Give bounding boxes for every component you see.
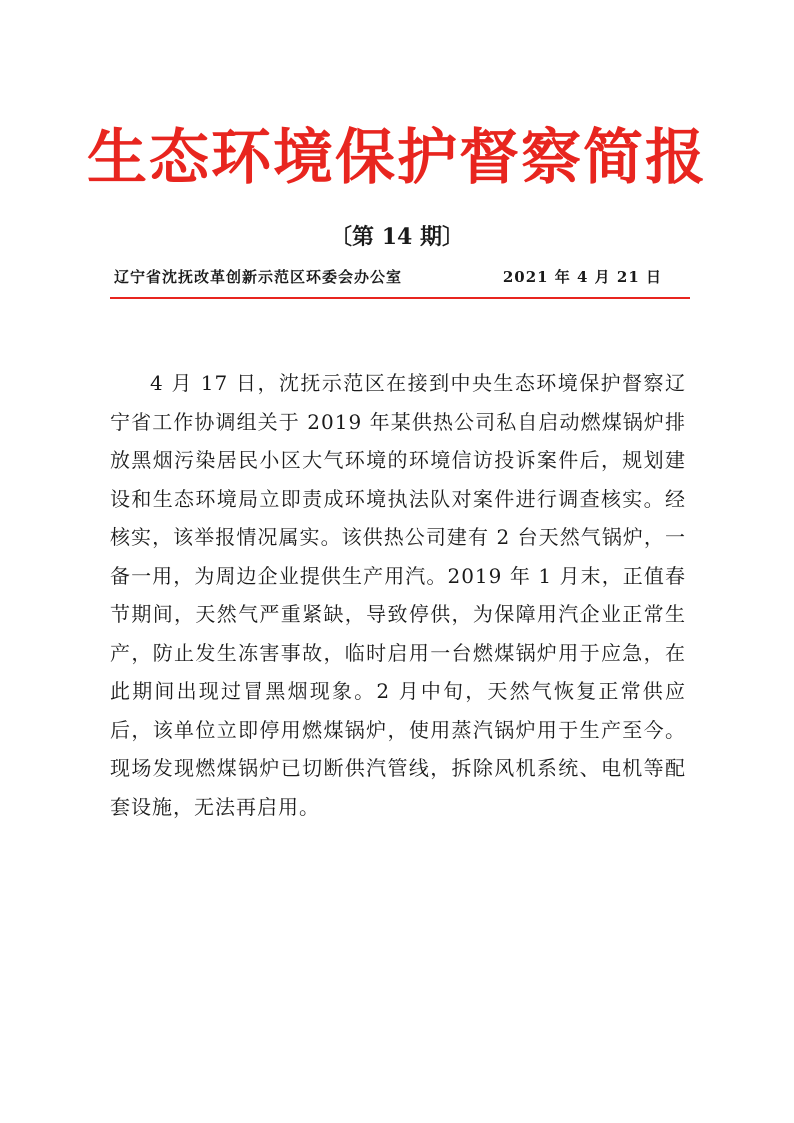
masthead-title: 生态环境保护督察简报 <box>87 123 707 193</box>
issue-number: 〔第 14 期〕 <box>330 224 464 250</box>
issuer-name: 辽宁省沈抚改革创新示范区环委会办公室 <box>114 268 403 286</box>
red-divider <box>110 297 690 299</box>
issuer-line <box>114 264 674 290</box>
issue-date: 2021 年 4 月 21 日 <box>502 268 662 286</box>
body-paragraph: 4 月 17 日，沈抚示范区在接到中央生态环境保护督察辽宁省工作协调组关于 2019 年某供热公司私自启动燃煤锅炉排放黑烟污染居民小区大气环境的环境信访投诉案件后，规划建设和生态环境局立即责成环境执法队对案件进行调查核实。经核实，该举报情况属实。该供热公司建有 2 台天然气锅炉，一备一用，为周边企业提供生产用汽。2019 年 1 月末，正值春节期间，天然气严重紧缺，导致停供，为保障用汽企业正常生产，防止发生冻害事故，临时启用一台燃煤锅炉用于应急，在此期间出现过冒黑烟现象。2 月中旬，天然气恢复正常供应后，该单位立即停用燃煤锅炉，使用蒸汽锅炉用于生产至今。现场发现燃煤锅炉已切断供汽管线，拆除风机系统、电机等配套设施，无法再启用。 <box>110 371 686 819</box>
